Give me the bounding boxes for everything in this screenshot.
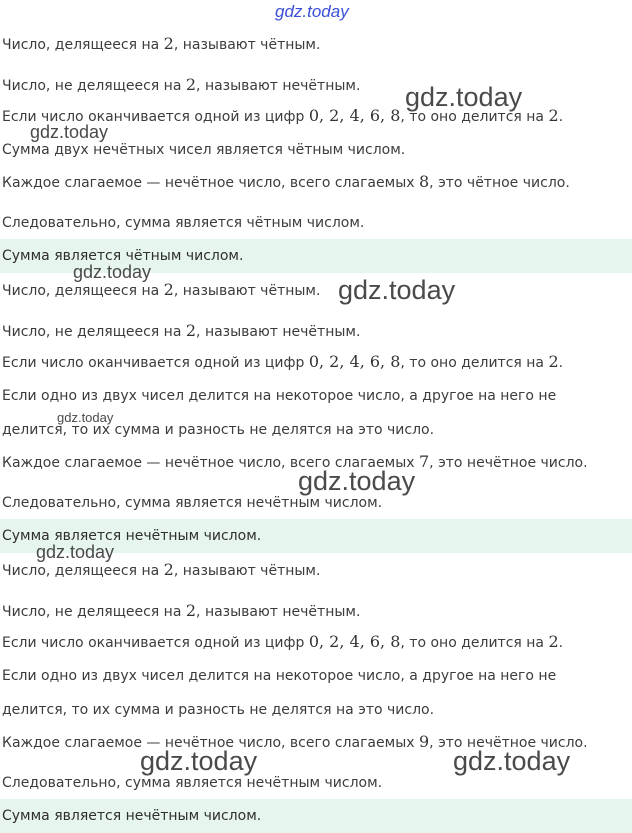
watermark: gdz.today <box>30 122 109 142</box>
watermark: gdz.today <box>140 746 258 776</box>
answer-box: Сумма является нечётным числом. <box>0 519 632 553</box>
text-line: Если число оканчивается одной из цифр 0, 2, 4, 6, 8, то оно делится на 2. <box>2 352 564 371</box>
watermark: gdz.today <box>338 275 456 305</box>
text-line: Число, не делящееся на 2, называют нечётным. <box>2 75 361 94</box>
answer-box: Сумма является чётным числом. <box>0 239 632 273</box>
text-line: Следовательно, сумма является нечётным числом. <box>2 495 383 511</box>
answer-box: Сумма является нечётным числом. <box>0 799 632 833</box>
text-line: Следовательно, сумма является чётным числом. <box>2 215 365 231</box>
watermark: gdz.today <box>453 746 571 776</box>
text-line: Число, делящееся на 2, называют чётным. <box>2 280 321 299</box>
watermark: gdz.today <box>298 466 416 496</box>
text-line: Если одно из двух чисел делится на некоторое число, а другое на него не <box>2 668 557 684</box>
text-line: Число, не делящееся на 2, называют нечётным. <box>2 601 361 620</box>
text-line: Число, не делящееся на 2, называют нечётным. <box>2 321 361 340</box>
text-line: Число, делящееся на 2, называют чётным. <box>2 34 321 53</box>
watermark: gdz.today <box>57 410 114 425</box>
header-watermark: gdz.today <box>275 2 349 21</box>
text-line: Число, делящееся на 2, называют чётным. <box>2 560 321 579</box>
text-line: Если число оканчивается одной из цифр 0, 2, 4, 6, 8, то оно делится на 2. <box>2 106 564 125</box>
text-line: Если одно из двух чисел делится на некоторое число, а другое на него не <box>2 388 557 404</box>
text-line: делится, то их сумма и разность не делятся на это число. <box>2 702 435 718</box>
text-line: Сумма двух нечётных чисел является чётным числом. <box>2 142 406 158</box>
watermark: gdz.today <box>36 542 115 562</box>
watermark: gdz.today <box>405 82 523 112</box>
text-line: делится, то их сумма и разность не делятся на это число. <box>2 422 435 438</box>
text-line: Каждое слагаемое — нечётное число, всего слагаемых 7, это нечётное число. <box>2 452 588 471</box>
text-line: Следовательно, сумма является нечётным числом. <box>2 775 383 791</box>
text-line: Если число оканчивается одной из цифр 0, 2, 4, 6, 8, то оно делится на 2. <box>2 632 564 651</box>
watermark: gdz.today <box>73 262 152 282</box>
text-line: Каждое слагаемое — нечётное число, всего слагаемых 9, это нечётное число. <box>2 732 588 751</box>
text-line: Каждое слагаемое — нечётное число, всего слагаемых 8, это чётное число. <box>2 172 570 191</box>
